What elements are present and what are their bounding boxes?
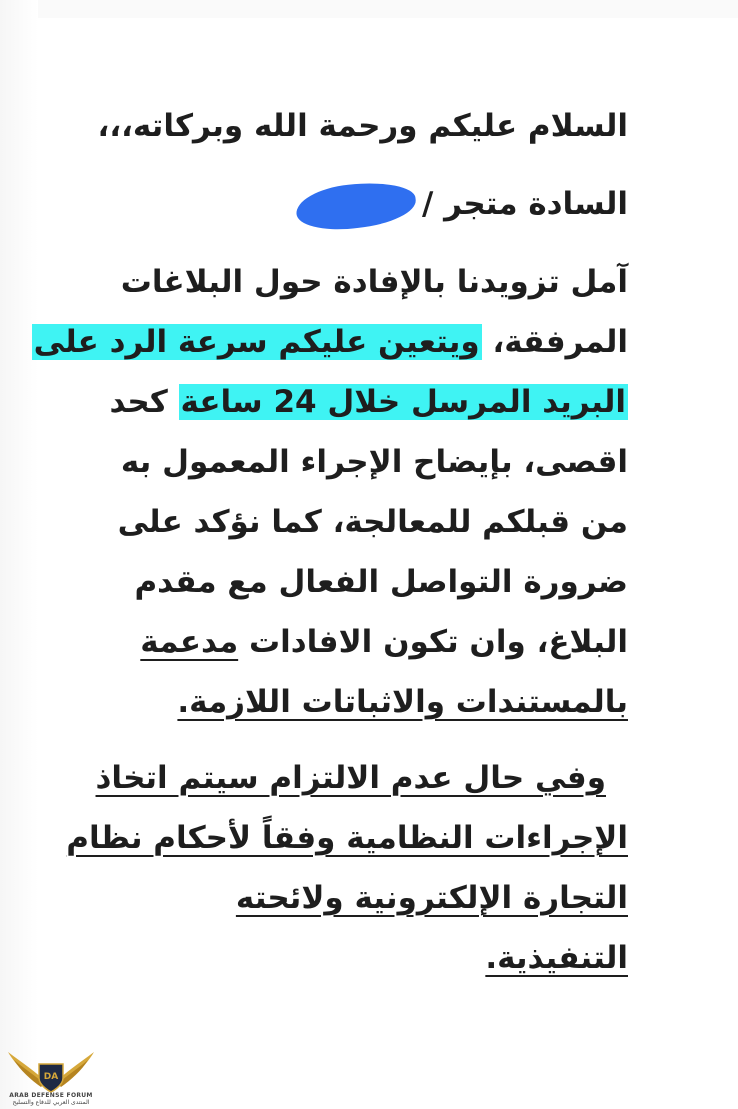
left-edge — [0, 0, 38, 1109]
top-edge — [0, 0, 738, 18]
paragraph1-line2-text: المرفقة، — [492, 324, 628, 360]
paragraph1-line7 — [40, 612, 628, 672]
recipient-label: السادة متجر / — [421, 186, 628, 222]
underlined-supported: مدعمة — [140, 624, 239, 660]
greeting-line: السلام عليكم ورحمة الله وبركاته،،، — [97, 108, 628, 144]
paragraph2-line2: الإجراءات النظامية وفقاً لأحكام نظام — [66, 820, 628, 856]
paragraph1-line3-text: كحد — [109, 384, 168, 420]
redacted-store-name — [294, 177, 418, 233]
forum-logo-caption — [4, 1092, 98, 1106]
logo-subtitle: المنتدى العربي للدفاع والتسليح — [12, 1099, 90, 1106]
paragraph2-line1: وفي حال عدم الالتزام سيتم اتخاذ — [95, 760, 606, 796]
logo-title: ARAB DEFENSE FORUM — [9, 1092, 93, 1099]
paragraph1-line2 — [33, 312, 628, 372]
paragraph1-line1: آمل تزويدنا بالإفادة حول البلاغات — [120, 264, 628, 300]
logo-abbr: DA — [43, 1072, 59, 1082]
highlighted-24-hours: البريد المرسل خلال 24 ساعة — [180, 384, 626, 420]
recipient-line — [40, 174, 628, 234]
paragraph1-line7-text: البلاغ، وان تكون الافادات — [248, 624, 628, 660]
paragraph1-line5: من قبلكم للمعالجة، كما نؤكد على — [117, 504, 628, 540]
paragraph1-line6: ضرورة التواصل الفعال مع مقدم — [134, 564, 628, 600]
paragraph1-line8: بالمستندات والاثباتات اللازمة. — [177, 684, 628, 720]
paragraph1-line4: اقصى، بإيضاح الإجراء المعمول به — [120, 444, 628, 480]
letter-body — [33, 96, 628, 988]
paragraph2-line4: التنفيذية. — [485, 940, 628, 976]
paragraph2-line3: التجارة الإلكترونية ولائحته — [235, 880, 628, 916]
paragraph1-line3 — [40, 372, 628, 432]
highlighted-deadline-text: ويتعين عليكم سرعة الرد على — [33, 324, 480, 360]
